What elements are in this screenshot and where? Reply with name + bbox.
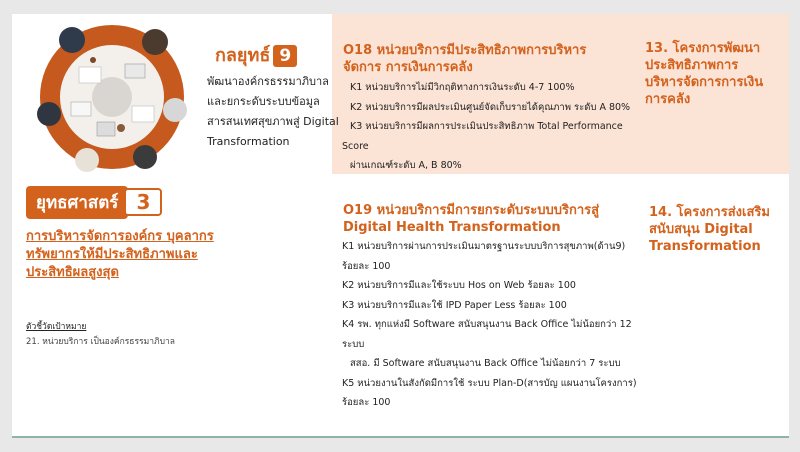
objective-o19-kpis: K1 หน่วยบริการผ่านการประเมินมาตรฐานระบบบริการสุขภาพ(ด้าน9) ร้อยละ 100 K2 หน่วยบริการมีและใช้ระบบ Hos on Web ร้อยละ 100 K3 หน่วยบริการมีและใช้ IPD Paper Less ร้อยละ 100 K4 รพ. ทุกแห่งมี Software สนับสนุนงาน Back Office ไม่น้อยกว่า 12 ระบบ สสอ. มี Software สนับสนุนงาน Back Office ไม่น้อยกว่า 7 ระบบ K5 หน่วยงานในสังกัดมีการใช้ ระบบ Plan-D(สารบัญ แผนงานโครงการ) ร้อยละ 100 (342, 241, 637, 408)
project-13: 13. โครงการพัฒนาประสิทธิภาพการบริหารจัดการการเงินการคลัง (645, 41, 764, 107)
slide (12, 14, 789, 438)
objective-o18-kpis: K1 หน่วยบริการไม่มีวิกฤติทางการเงินระดับ 4-7 100% K2 หน่วยบริการมีผลประเมินศูนย์จัดเก็บรายได้คุณภาพ ระดับ A 80% K3 หน่วยบริการมีผลการประเมินประสิทธิภาพ Total Performance Score ผ่านเกณฑ์ระดับ A, B 80% (342, 82, 631, 171)
strategy3-number: 3 (124, 188, 162, 216)
strategy-label: กลยุทธ์ (215, 45, 271, 66)
project-14: 14. โครงการส่งเสริมสนับสนุน Digital Transformation (649, 205, 770, 254)
strategy-badge (215, 40, 297, 69)
strategy3-label: ยุทธศาสตร์ (26, 186, 128, 219)
indicator-item: 21. หน่วยบริการ เป็นองค์กรธรรมาภิบาล (26, 337, 175, 347)
strategy-number: 9 (273, 45, 297, 67)
strategy-description: พัฒนาองค์กรธรรมาภิบาล และยกระดับระบบข้อมูล สารสนเทศสุขภาพสู่ Digital Transformation (207, 75, 339, 148)
objective-o18-title: O18 หน่วยบริการมีประสิทธิภาพการบริหารจัดการ การเงินการคลัง (343, 43, 587, 75)
strategy3-badge (26, 186, 162, 219)
indicator-heading: ตัวชี้วัดเป้าหมาย (26, 322, 87, 332)
meeting-table-illustration (27, 22, 197, 172)
footer-divider (12, 436, 789, 438)
strategy3-title: การบริหารจัดการองค์กร บุคลากร ทรัพยากรให้มีประสิทธิภาพและประสิทธิผลสูงสุด (26, 229, 214, 280)
objective-o19-title: O19 หน่วยบริการมีการยกระดับระบบบริการสู่ Digital Health Transformation (343, 203, 600, 235)
